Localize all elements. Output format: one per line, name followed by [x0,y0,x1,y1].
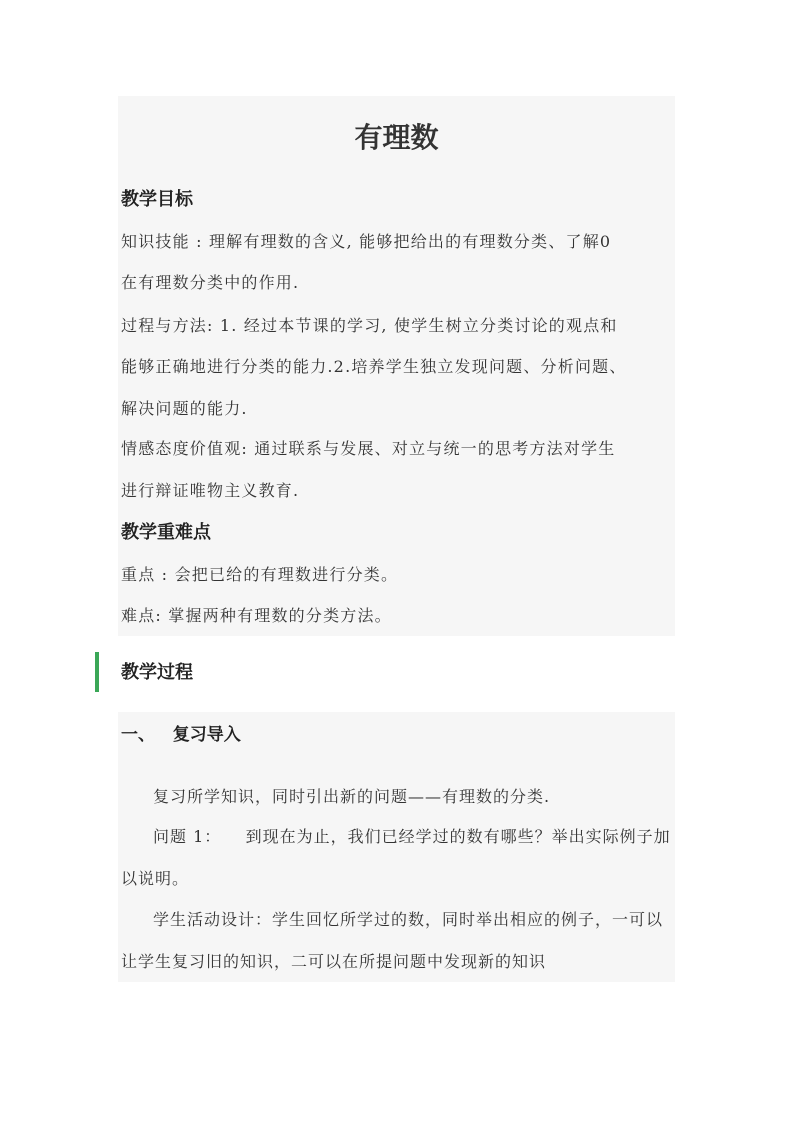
attitude-line-1: 情感态度价值观: 通过联系与发展、对立与统一的思考方法对学生 [121,439,616,458]
key-points-heading: 教学重难点 [121,522,211,543]
knowledge-line-1: 知识技能 : 理解有理数的含义, 能够把给出的有理数分类、了解0 [121,232,612,251]
process-heading: 教学过程 [121,662,193,683]
review-section-heading: 一、 复习导入 [121,725,241,745]
review-paragraph-3: 学生活动设计：学生回忆所学过的数，同时举出相应的例子，一可以让学生复习旧的知识，二可以在所提问题中发现新的知识 [121,910,664,971]
document-title: 有理数 [354,121,439,154]
section-accent-bar [95,652,99,692]
attitude-line-2: 进行辩证唯物主义教育. [121,481,300,500]
focus-line: 重点 : 会把已给的有理数进行分类。 [121,565,399,584]
process-line-2: 能够正确地进行分类的能力.2.培养学生独立发现问题、分析问题、 [121,357,627,376]
difficulty-line: 难点: 掌握两种有理数的分类方法。 [121,606,392,625]
process-line-1: 过程与方法: 1. 经过本节课的学习, 使学生树立分类讨论的观点和 [121,316,618,335]
knowledge-line-2: 在有理数分类中的作用. [121,273,300,292]
review-paragraph-2: 问题 1： 到现在为止，我们已经学过的数有哪些？举出实际例子加以说明。 [121,827,671,888]
process-line-3: 解决问题的能力. [121,399,248,418]
objectives-heading: 教学目标 [121,189,193,210]
review-paragraph-1: 复习所学知识，同时引出新的问题——有理数的分类. [153,787,551,806]
